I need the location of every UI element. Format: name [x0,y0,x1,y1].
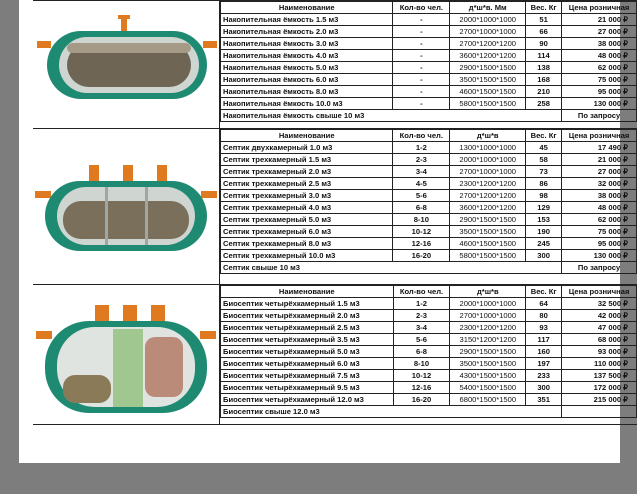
retail-price: 75 000 ₽ [562,74,637,86]
dimensions: 2700*1000*1000 [450,166,526,178]
people-count: - [393,26,450,38]
weight: 138 [526,62,562,74]
weight: 66 [526,26,562,38]
retail-price: 47 000 ₽ [562,322,637,334]
retail-price: 27 000 ₽ [562,26,637,38]
dimensions: 2000*1000*1000 [450,298,526,310]
people-count: 8-10 [393,214,450,226]
table-row [221,74,637,86]
dimensions: 5400*1500*1500 [450,382,526,394]
product-name: Биосептик четырёхкамерный 6.0 м3 [221,358,394,370]
table-row [221,98,637,110]
footer-price: По запросу [562,110,637,122]
product-name: Биосептик четырёхкамерный 9.5 м3 [221,382,394,394]
table-row [221,334,637,346]
people-count: 2-3 [393,154,450,166]
header-price: Цена розничная [562,286,637,298]
table-row [221,62,637,74]
retail-price: 21 000 ₽ [562,14,637,26]
product-name: Биосептик четырёхкамерный 5.0 м3 [221,346,394,358]
product-name: Накопительная ёмкость 4.0 м3 [221,50,393,62]
dimensions: 2700*1000*1000 [450,310,526,322]
retail-price: 32 000 ₽ [562,178,637,190]
retail-price: 48 000 ₽ [562,202,637,214]
dimensions: 2700*1200*1200 [450,38,526,50]
header-dims: д*ш*в [450,130,526,142]
weight: 153 [526,214,562,226]
weight: 190 [526,226,562,238]
people-count: 12-16 [393,382,450,394]
header-dims: д*ш*в [450,286,526,298]
weight: 45 [526,142,562,154]
footer-name: Биосептик свыше 12.0 м3 [221,406,562,418]
header-price: Цена розничная [562,130,637,142]
septic-tank-image [33,129,220,285]
weight: 114 [526,50,562,62]
footer-price: По запросу [562,262,637,274]
weight: 117 [526,334,562,346]
product-name: Биосептик четырёхкамерный 3.5 м3 [221,334,394,346]
table-row [221,142,637,154]
people-count: - [393,74,450,86]
septic-tank-illustration [33,129,219,285]
section-septic-tanks [33,128,637,285]
people-count: 10-12 [393,226,450,238]
people-count: 16-20 [393,250,450,262]
table-row [221,382,637,394]
weight: 300 [526,382,562,394]
retail-price: 32 500 ₽ [562,298,637,310]
retail-price: 95 000 ₽ [562,86,637,98]
product-name: Накопительная ёмкость 8.0 м3 [221,86,393,98]
people-count: 3-4 [393,322,450,334]
dimensions: 2300*1200*1200 [450,322,526,334]
product-name: Биосептик четырёхкамерный 1.5 м3 [221,298,394,310]
people-count: - [393,62,450,74]
product-name: Септик трехкамерный 6.0 м3 [221,226,393,238]
table-row [221,178,637,190]
table-footer-row [221,406,637,418]
retail-price: 38 000 ₽ [562,190,637,202]
table-row [221,14,637,26]
product-name: Накопительная ёмкость 1.5 м3 [221,14,393,26]
retail-price: 68 000 ₽ [562,334,637,346]
table-row [221,298,637,310]
table-row [221,214,637,226]
retail-price: 137 500 ₽ [562,370,637,382]
header-count: Кол-во чел. [393,2,450,14]
table-row [221,322,637,334]
people-count: 6-8 [393,202,450,214]
dimensions: 1300*1000*1000 [450,142,526,154]
bottom-margin [0,463,637,494]
table-row [221,26,637,38]
header-weight: Вес. Кг [526,130,562,142]
retail-price: 75 000 ₽ [562,226,637,238]
people-count: 1-2 [393,298,450,310]
dimensions: 3500*1500*1500 [450,358,526,370]
header-count: Кол-во чел. [393,130,450,142]
table-row [221,394,637,406]
retail-price: 95 000 ₽ [562,238,637,250]
table-row [221,250,637,262]
section-bioseptic-tanks [33,284,637,425]
storage-tank-illustration [33,1,219,129]
people-count: - [393,14,450,26]
people-count: 3-4 [393,166,450,178]
retail-price: 130 000 ₽ [562,98,637,110]
dimensions: 2000*1000*1000 [450,14,526,26]
dimensions: 5800*1500*1500 [450,250,526,262]
people-count: - [393,86,450,98]
dimensions: 4300*1500*1500 [450,370,526,382]
retail-price: 21 000 ₽ [562,154,637,166]
product-name: Биосептик четырёхкамерный 12.0 м3 [221,394,394,406]
people-count: 4-5 [393,178,450,190]
retail-price: 93 000 ₽ [562,346,637,358]
retail-price: 27 000 ₽ [562,166,637,178]
dimensions: 3600*1200*1200 [450,50,526,62]
weight: 86 [526,178,562,190]
people-count: - [393,38,450,50]
weight: 351 [526,394,562,406]
product-name: Септик трехкамерный 5.0 м3 [221,214,393,226]
dimensions: 2900*1500*1500 [450,214,526,226]
weight: 197 [526,358,562,370]
retail-price: 48 000 ₽ [562,50,637,62]
storage-tanks-table [220,1,637,122]
product-name: Септик двухкамерный 1.0 м3 [221,142,393,154]
weight: 210 [526,86,562,98]
septic-tanks-table [220,129,637,274]
table-row [221,238,637,250]
dimensions: 3600*1200*1200 [450,202,526,214]
table-row [221,50,637,62]
retail-price: 172 000 ₽ [562,382,637,394]
table-header-row [221,2,637,14]
header-name: Наименование [221,2,393,14]
table-footer-row [221,262,637,274]
people-count: - [393,98,450,110]
header-weight: Вес. Кг [526,286,562,298]
product-name: Накопительная ёмкость 2.0 м3 [221,26,393,38]
product-name: Септик трехкамерный 1.5 м3 [221,154,393,166]
retail-price: 110 000 ₽ [562,358,637,370]
retail-price: 42 000 ₽ [562,310,637,322]
weight: 245 [526,238,562,250]
weight: 258 [526,98,562,110]
table-row [221,358,637,370]
table-row [221,38,637,50]
retail-price: 62 000 ₽ [562,214,637,226]
weight: 129 [526,202,562,214]
table-row [221,154,637,166]
weight: 233 [526,370,562,382]
footer-name: Накопительная ёмкость свыше 10 м3 [221,110,562,122]
product-name: Накопительная ёмкость 3.0 м3 [221,38,393,50]
product-name: Септик трехкамерный 8.0 м3 [221,238,393,250]
dimensions: 2700*1200*1200 [450,190,526,202]
retail-price: 17 490 ₽ [562,142,637,154]
dimensions: 2900*1500*1500 [450,346,526,358]
price-list-page [19,0,630,463]
table-header-row [221,130,637,142]
table-row [221,346,637,358]
dimensions: 6800*1500*1500 [450,394,526,406]
weight: 98 [526,190,562,202]
dimensions: 4600*1500*1500 [450,238,526,250]
dimensions: 2300*1200*1200 [450,178,526,190]
weight: 168 [526,74,562,86]
weight: 80 [526,310,562,322]
retail-price: 130 000 ₽ [562,250,637,262]
dimensions: 2700*1000*1000 [450,26,526,38]
header-dims: д*ш*в. Мм [450,2,526,14]
storage-tank-image [33,1,220,129]
bioseptic-tanks-table [220,285,637,418]
footer-name: Септик свыше 10 м3 [221,262,562,274]
people-count: 6-8 [393,346,450,358]
dimensions: 3150*1200*1200 [450,334,526,346]
dimensions: 2000*1000*1000 [450,154,526,166]
section-storage-tanks [33,0,637,129]
table-footer-row [221,110,637,122]
people-count: 10-12 [393,370,450,382]
left-margin [0,0,19,494]
weight: 160 [526,346,562,358]
product-name: Септик трехкамерный 10.0 м3 [221,250,393,262]
table-row [221,190,637,202]
weight: 73 [526,166,562,178]
header-count: Кол-во чел. [393,286,450,298]
people-count: 12-16 [393,238,450,250]
people-count: 8-10 [393,358,450,370]
table-header-row [221,286,637,298]
weight: 64 [526,298,562,310]
weight: 300 [526,250,562,262]
people-count: 5-6 [393,190,450,202]
weight: 93 [526,322,562,334]
header-price: Цена розничная [562,2,637,14]
weight: 51 [526,14,562,26]
product-name: Накопительная ёмкость 5.0 м3 [221,62,393,74]
table-row [221,370,637,382]
table-row [221,202,637,214]
dimensions: 3500*1500*1500 [450,226,526,238]
bioseptic-tank-illustration [33,285,219,425]
product-name: Септик трехкамерный 4.0 м3 [221,202,393,214]
retail-price: 38 000 ₽ [562,38,637,50]
header-weight: Вес. Кг [526,2,562,14]
people-count: 16-20 [393,394,450,406]
table-row [221,226,637,238]
bioseptic-tank-image [33,285,220,425]
people-count: 1-2 [393,142,450,154]
product-name: Накопительная ёмкость 10.0 м3 [221,98,393,110]
dimensions: 4600*1500*1500 [450,86,526,98]
weight: 58 [526,154,562,166]
retail-price: 62 000 ₽ [562,62,637,74]
footer-price [562,406,637,418]
product-name: Биосептик четырёхкамерный 2.0 м3 [221,310,394,322]
dimensions: 5800*1500*1500 [450,98,526,110]
people-count: - [393,50,450,62]
dimensions: 2900*1500*1500 [450,62,526,74]
people-count: 5-6 [393,334,450,346]
price-sheet [33,0,637,425]
table-row [221,310,637,322]
table-row [221,166,637,178]
header-name: Наименование [221,286,394,298]
product-name: Септик трехкамерный 3.0 м3 [221,190,393,202]
product-name: Септик трехкамерный 2.5 м3 [221,178,393,190]
product-name: Биосептик четырёхкамерный 2.5 м3 [221,322,394,334]
header-name: Наименование [221,130,393,142]
retail-price: 215 000 ₽ [562,394,637,406]
weight: 90 [526,38,562,50]
product-name: Септик трехкамерный 2.0 м3 [221,166,393,178]
people-count: 2-3 [393,310,450,322]
product-name: Биосептик четырёхкамерный 7.5 м3 [221,370,394,382]
product-name: Накопительная ёмкость 6.0 м3 [221,74,393,86]
dimensions: 3500*1500*1500 [450,74,526,86]
table-row [221,86,637,98]
